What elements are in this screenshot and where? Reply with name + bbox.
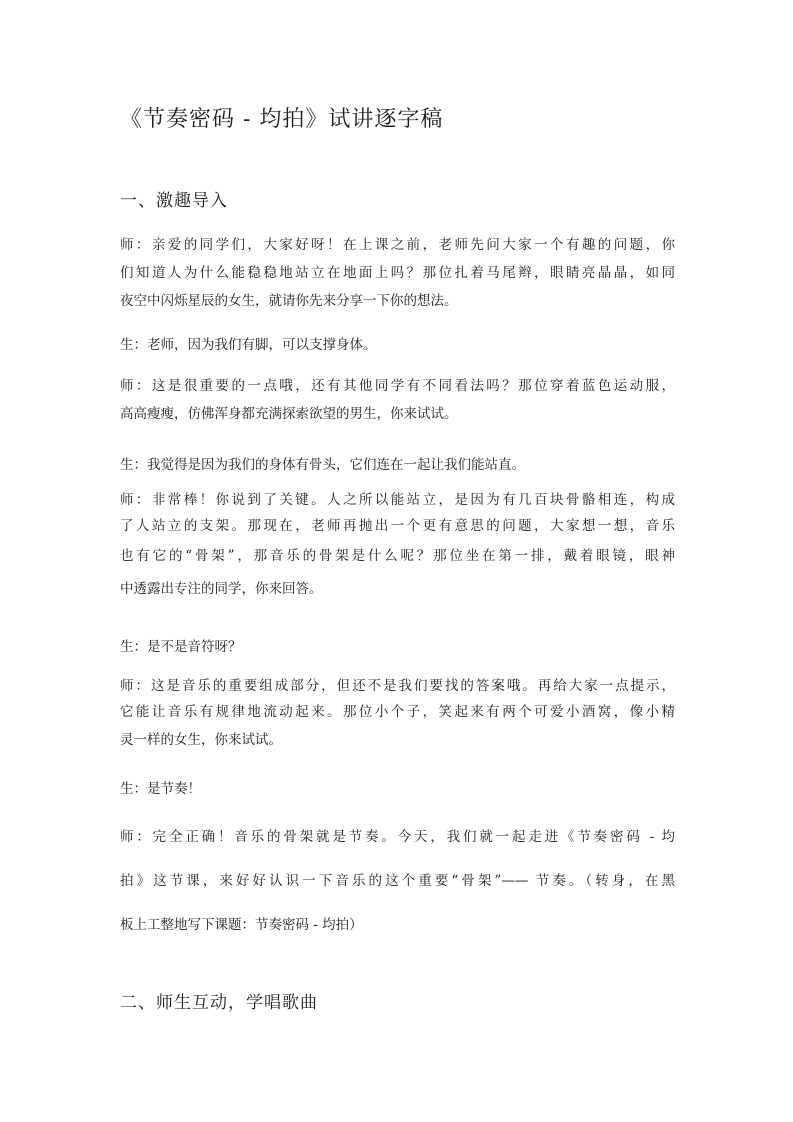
paragraph-line: 师：非常棒！你说到了关键。人之所以能站立，是因为有几百块骨骼相连，构成 bbox=[120, 492, 675, 508]
paragraph-student-2 bbox=[120, 451, 675, 479]
paragraph-teacher-4 bbox=[120, 675, 675, 754]
paragraph-teacher-5 bbox=[120, 823, 675, 939]
document-title: 《节奏密码 - 均拍》试讲逐字稿 bbox=[120, 107, 444, 132]
paragraph-student-4 bbox=[120, 775, 675, 803]
paragraph-line: 师：这是很重要的一点哦，还有其他同学有不同看法吗？那位穿着蓝色运动服， bbox=[120, 378, 675, 394]
paragraph-line: 们知道人为什么能稳稳地站立在地面上吗？那位扎着马尾辫，眼睛亮晶晶，如同 bbox=[120, 265, 675, 281]
paragraph-line: 也有它的“骨架”，那音乐的骨架是什么呢？那位坐在第一排，戴着眼镜，眼神 bbox=[120, 548, 675, 564]
section-heading-intro: 一、激趣导入 bbox=[120, 191, 228, 211]
section-heading-interaction: 二、师生互动，学唱歌曲 bbox=[120, 993, 318, 1013]
paragraph-line: 师：这是音乐的重要组成部分，但还不是我们要找的答案哦。再给大家一点提示， bbox=[120, 678, 675, 694]
paragraph-line: 了人站立的支架。那现在，老师再抛出一个更有意思的问题，大家想一想，音乐 bbox=[120, 518, 675, 534]
paragraph-line: 它能让音乐有规律地流动起来。那位小个子，笑起来有两个可爱小酒窝，像小精 bbox=[120, 704, 675, 720]
paragraph-line: 板上工整地写下课题：节奏密码 - 均拍） bbox=[120, 917, 363, 933]
paragraph-teacher-3 bbox=[120, 489, 675, 606]
paragraph-teacher-1 bbox=[120, 231, 675, 315]
paragraph-line: 生：我觉得是因为我们的身体有骨头，它们连在一起让我们能站直。 bbox=[120, 457, 525, 473]
paragraph-line: 夜空中闪烁星辰的女生，就请你先来分享一下你的想法。 bbox=[120, 293, 458, 309]
paragraph-student-1 bbox=[120, 331, 675, 359]
paragraph-line: 生：是不是音符呀？ bbox=[120, 639, 242, 655]
paragraph-line: 灵一样的女生，你来试试。 bbox=[120, 732, 282, 748]
paragraph-teacher-2 bbox=[120, 372, 675, 428]
paragraph-line: 高高瘦瘦，仿佛浑身都充满探索欲望的男生，你来试试。 bbox=[120, 406, 458, 422]
paragraph-line: 师：亲爱的同学们，大家好呀！在上课之前，老师先问大家一个有趣的问题，你 bbox=[120, 237, 675, 253]
paragraph-line: 生：是节奏！ bbox=[120, 781, 201, 797]
paragraph-line: 中透露出专注的同学，你来回答。 bbox=[120, 581, 323, 597]
paragraph-student-3 bbox=[120, 633, 675, 661]
paragraph-line: 拍》这节课，来好好认识一下音乐的这个重要“骨架”—— 节奏。（转身，在黑 bbox=[120, 873, 675, 889]
paragraph-line: 生：老师，因为我们有脚，可以支撑身体。 bbox=[120, 337, 377, 353]
paragraph-line: 师：完全正确！音乐的骨架就是节奏。今天，我们就一起走进《节奏密码 - 均 bbox=[120, 829, 675, 845]
